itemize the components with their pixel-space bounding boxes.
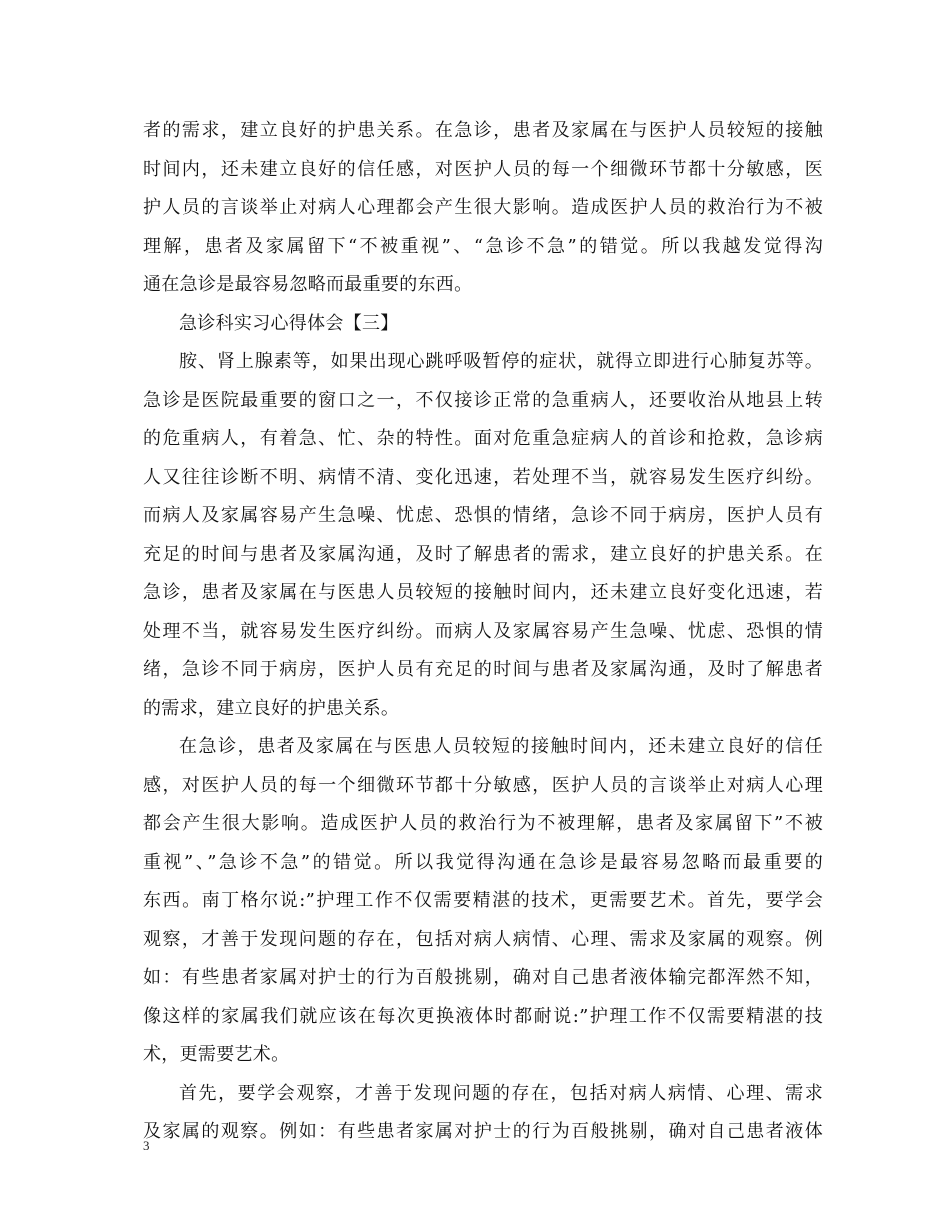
text-line: 时间内，还未建立良好的信任感，对医护人员的每一个细微环节都十分敏感，医 — [143, 158, 823, 180]
text-line: 在急诊，患者及家属在与医患人员较短的接触时间内，还未建立良好的信任 — [179, 736, 823, 757]
text-line: 观察，才善于发现问题的存在，包括对病人病情、心理、需求及家属的观察。例 — [143, 928, 823, 950]
text-line: 急诊，患者及家属在与医患人员较短的接触时间内，还未建立良好变化迅速，若 — [143, 582, 823, 603]
text-line: 处理不当，就容易发生医疗纠纷。而病人及家属容易产生急噪、忧虑、恐惧的情 — [143, 620, 823, 642]
text-line: 的危重病人，有着急、忙、杂的特性。面对危重急症病人的首诊和抢救，急诊病 — [143, 428, 823, 449]
text-line: 护人员的言谈举止对病人心理都会产生很大影响。造成医护人员的救治行为不被 — [143, 197, 823, 218]
text-line: 术，更需要艺术。 — [143, 1044, 290, 1065]
text-line: 重视”、”急诊不急”的错觉。所以我觉得沟通在急诊是最容易忽略而最重要的 — [143, 851, 823, 873]
text-line: 绪，急诊不同于病房，医护人员有充足的时间与患者及家属沟通，及时了解患者 — [143, 659, 823, 680]
text-line: 及家属的观察。例如：有些患者家属对护士的行为百般挑剔，确对自己患者液体 — [143, 1121, 823, 1142]
text-line: 的需求，建立良好的护患关系。 — [143, 697, 400, 719]
text-line: 像这样的家属我们就应该在每次更换液体时都耐说:”护理工作不仅需要精湛的技 — [143, 1005, 823, 1027]
document-body — [143, 112, 823, 1152]
text-line: 通在急诊是最容易忽略而最重要的东西。 — [143, 274, 473, 295]
text-line: 都会产生很大影响。造成医护人员的救治行为不被理解，患者及家属留下”不被 — [143, 813, 823, 834]
page-number: 3 — [143, 1138, 150, 1153]
text-line: 首先，要学会观察，才善于发现问题的存在，包括对病人病情、心理、需求 — [179, 1082, 823, 1104]
text-line: 而病人及家属容易产生急噪、忧虑、恐惧的情绪，急诊不同于病房，医护人员有 — [143, 505, 823, 526]
text-line: 理解，患者及家属留下“不被重视”、“急诊不急”的错觉。所以我越发觉得沟 — [143, 235, 823, 257]
text-line: 急诊科实习心得体会【三】 — [179, 312, 399, 334]
text-line: 东西。南丁格尔说:”护理工作不仅需要精湛的技术，更需要艺术。首先，要学会 — [143, 890, 823, 911]
text-line: 人又往往诊断不明、病情不清、变化迅速，若处理不当，就容易发生医疗纠纷。 — [143, 466, 823, 488]
text-line: 胺、肾上腺素等，如果出现心跳呼吸暂停的症状，就得立即进行心肺复苏等。 — [179, 351, 823, 372]
text-line: 充足的时间与患者及家属沟通，及时了解患者的需求，建立良好的护患关系。在 — [143, 543, 823, 565]
text-line: 如：有些患者家属对护士的行为百般挑剔，确对自己患者液体输完都浑然不知， — [143, 967, 823, 988]
text-line: 急诊是医院最重要的窗口之一，不仅接诊正常的急重病人，还要收治从地县上转 — [143, 389, 823, 411]
text-line: 者的需求，建立良好的护患关系。在急诊，患者及家属在与医护人员较短的接触 — [143, 120, 823, 141]
text-line: 感，对医护人员的每一个细微环节都十分敏感，医护人员的言谈举止对病人心理 — [143, 774, 823, 796]
